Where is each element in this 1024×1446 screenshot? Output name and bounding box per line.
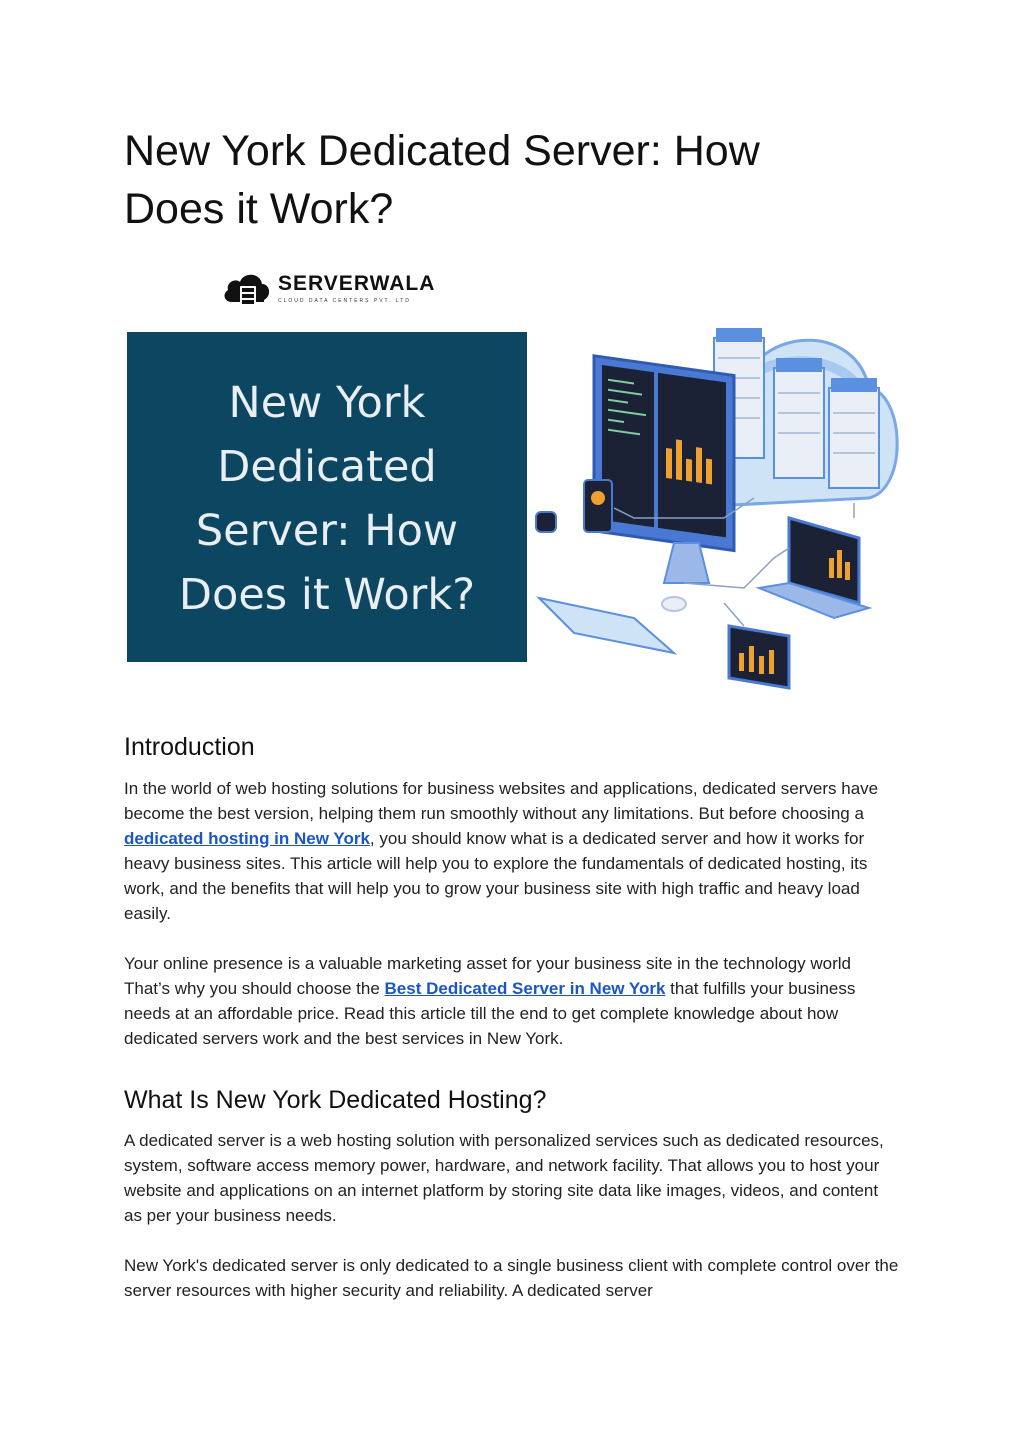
dedicated-hosting-new-york-link[interactable]: dedicated hosting in New York — [124, 829, 370, 848]
best-dedicated-server-link[interactable]: Best Dedicated Server in New York — [384, 979, 666, 998]
section-heading-what-is: What Is New York Dedicated Hosting? — [124, 1086, 547, 1114]
server-network-illustration-icon — [524, 258, 904, 698]
intro-paragraph-2: Your online presence is a valuable marketing asset for your business site in the technology world That’s why you should choose the Best Dedicated Server in New York that fulfills your business needs at an affordable price. Read this article till the end to get complete knowledge about how dedicated servers work and the best services in New York. — [124, 954, 856, 1048]
cloud-server-logo-icon — [220, 268, 274, 308]
brand-name: SERVERWALA — [278, 272, 436, 295]
what-is-paragraph-1: A dedicated server is a web hosting solution with personalized services such as dedicated resources, system, software access memory power, hardware, and network facility. That allows you to host your website and applications on an internet platform by storing site data like images, videos, and content as per your business needs. — [124, 1131, 884, 1225]
brand-logo — [220, 268, 440, 308]
brand-tagline: CLOUD DATA CENTERS PVT. LTD — [278, 298, 411, 304]
hero-card-text: New York Dedicated Server: How Does it Work? — [178, 378, 476, 620]
section-heading-introduction: Introduction — [124, 733, 255, 761]
hero-image — [124, 258, 904, 698]
page-title: New York Dedicated Server: How Does it Work? — [124, 127, 760, 233]
what-is-paragraph-2: New York's dedicated server is only dedicated to a single business client with complete control over the server resources with higher security and reliability. A dedicated server — [124, 1256, 899, 1300]
intro-paragraph-1: In the world of web hosting solutions for business websites and applications, dedicated servers have become the best version, helping them run smoothly without any limitations. But before choosing a dedicated hosting in New York, you should know what is a dedicated server and how it works for heavy business sites. This article will help you to explore the fundamentals of dedicated hosting, its work, and the benefits that will help you to grow your business site with high traffic and heavy load easily. — [124, 779, 879, 923]
hero-title-card — [127, 332, 527, 662]
